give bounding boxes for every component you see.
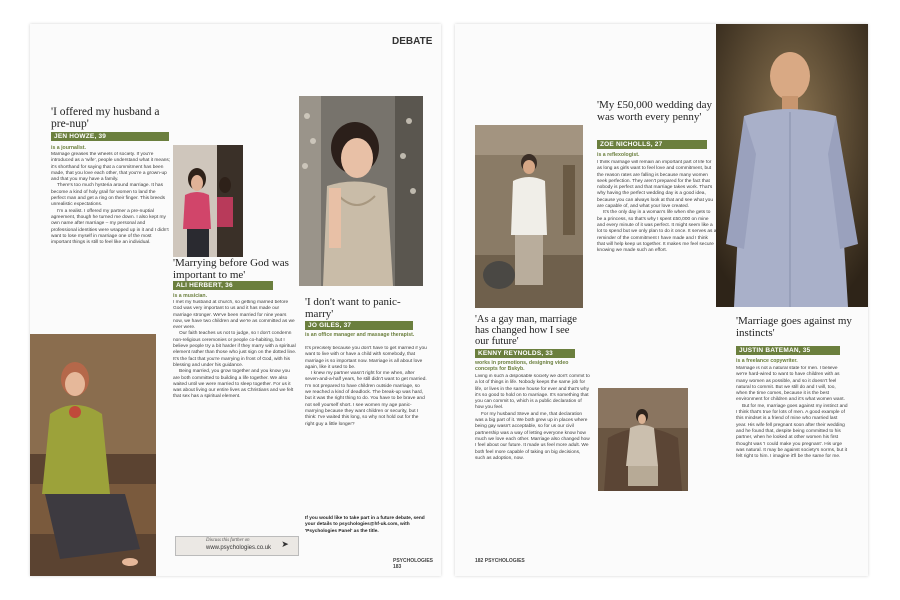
left-page (30, 24, 441, 576)
role-zoe-nicholls: is a reflexologist. (597, 152, 640, 158)
quote-jen-howze: 'I offered my husband a pre-nup' (51, 106, 160, 131)
photo-zoe-nicholls (598, 388, 688, 491)
paragraph: Our faith teaches us not to judge, so I don't condemn non-religious ceremonies or people co-habiting, but I believe people try a bit harder if they marry with a spiritual element rather than those who just sign on the dotted line. It's the fact that you're marrying in front of God, with his blessing and under his guidance. (173, 331, 297, 368)
folio-right: 182 PSYCHOLOGIES (475, 558, 525, 564)
name-band-justin-bateman: JUSTIN BATEMAN, 35 (736, 346, 840, 355)
body-jen-howze (51, 152, 171, 348)
web-caption: Discuss this further on (206, 538, 250, 543)
quote-kenny-reynolds: 'As a gay man, marriage has changed how I see our future' (475, 314, 577, 348)
name-band-ali-herbert: ALI HERBERT, 36 (173, 281, 273, 290)
photo-jo-giles (299, 96, 423, 286)
body-jo-giles (305, 346, 427, 512)
section-label: DEBATE (392, 36, 433, 47)
name-band-kenny-reynolds: KENNY REYNOLDS, 33 (475, 349, 575, 358)
paragraph: There's too much hysteria around marriage. It has become a kind of holy grail for women to land the perfect man and get a ring on their finger. This breeds unrealistic expectations. (51, 183, 166, 208)
role-justin-bateman: is a freelance copywriter. (736, 358, 798, 364)
quote-justin-bateman: 'Marriage goes against my instincts' (736, 315, 852, 339)
body-kenny-reynolds (475, 374, 591, 552)
role-jen-howze: is a journalist. (51, 145, 86, 151)
paragraph: Marriage is not a natural state for men. I believe we're hard-wired to want to have children with as many women as possible, and so it doesn't feel natural to commit. But we still do and I will, too, when the time comes, because it is the best environment for children and it's what women want. (736, 366, 845, 403)
name-band-zoe-nicholls: ZOE NICHOLLS, 27 (597, 140, 707, 149)
web-url[interactable]: www.psychologies.co.uk (206, 545, 272, 551)
quote-jo-giles: 'I don't want to panic-marry' (305, 296, 401, 320)
quote-zoe-nicholls: 'My £50,000 wedding day was worth every penny' (597, 99, 713, 123)
paragraph: Living in such a disposable society we don't commit to a lot of things in life. Nobody keeps the same job for life, or lives in the same house for ever and that's why it's so good to hold on to marriage. It's something that you can commit to, which is a public declaration of how you feel. (475, 374, 590, 411)
photo-kenny-reynolds (475, 125, 583, 308)
promo-text: If you would like to take part in a future debate, send your details to psychologies@hf-uk.com, with 'Psychologies Panel' as the title. (305, 516, 425, 534)
paragraph: It's precisely because you don't have to get married if you want to live with or have a child with somebody, that marriage is so important now. Marriage is all about love again, like it used to be. (305, 346, 427, 370)
cursor-icon: ➤ (281, 539, 289, 549)
paragraph: For my husband Steve and me, that declaration was a big part of it. We both grew up in places where being gay wasn't acceptable, so for us our civil partnership was a way of letting everyone know how much we love each other. Marriage also changed how I feel about our future. It made us feel more adult. We both feel more capable of taking on big decisions, such as adoption, now. (475, 411, 590, 461)
paragraph: But for me, marriage goes against my instinct and I think that's true for lots of men. A good example of this mindset is a friend of mine who married last year. His wife fell pregnant soon after their wedding and he found that, despite being committed to his partner, when he looked at other women his first thought was 'I could make you pregnant'. His urge was natural. It may be against society's norms, but it felt right to him. I imagine it'll be the same for me. (736, 403, 848, 460)
name-band-jo-giles: JO GILES, 37 (305, 321, 413, 330)
body-zoe-nicholls (597, 160, 717, 386)
role-jo-giles: is an office manager and massage therapist. (305, 332, 415, 338)
paragraph: Marriage greases the wheels of society. If you're introduced as a 'wife', people understand what it means; it's shorthand for saying that a commitment has been made, that you love each other, that you're a grown-up and that you may have a family. (51, 152, 171, 183)
photo-ali-herbert (173, 145, 243, 257)
paragraph: I think marriage will remain an important part of life for as long as girls want to feel love and commitment, but the reason rates are falling is because many women seek perfection. They aren't prepared for the fact that nobody is perfect and that marriage takes work. That's why having the perfect wedding day is a good idea, because you can always look at that and see what you are capable of, and what your love created. (597, 160, 713, 210)
body-justin-bateman (736, 366, 848, 566)
name-band-jen-howze: JEN HOWZE, 39 (51, 132, 169, 141)
body-ali-herbert (173, 300, 297, 538)
web-link-box[interactable] (175, 536, 299, 556)
paragraph: I knew my partner wasn't right for me when, after seven-and-a-half years, he still didn't want to get married. I'm not prepared to have children outside marriage, so we reached a kind of deadlock. The break-up was hard, but it was the right thing to do. You have to be brave and not sell yourself short. I see women my age panic-marrying because they want children or security, but I think: I've waited this long, so why not hold out for the right guy a little longer? (305, 371, 427, 427)
paragraph: Being married, you grow together and you know you are both committed to building a life together. We also waited until we were married to sleep together. For us it was about living our entire lives as Christians and we felt that sex has a spiritual element. (173, 369, 294, 400)
paragraph: It's the only day in a woman's life when she gets to be a princess, so that's why I spent £50,000 on mine and every minute of it was perfect. It might seem like a lot to spend but we only plan to do it once. It serves as a reminder of the commitment I have made and I think that will help keep us together. It makes me feel secure knowing we made such an effort. (597, 210, 717, 254)
paragraph: I'm a realist. I offered my partner a pre-nuptial agreement, though he turned me down. I also kept my own name after marriage – my personal and professional identities were wrapped up in it and I didn't want to lose myself in marriage one of the most important things is still to feel like an individual. (51, 208, 169, 246)
role-kenny-reynolds: works in promotions, designing video concepts for Bskyb. (475, 360, 569, 373)
photo-justin-bateman (716, 24, 868, 307)
photo-jen-howze (30, 334, 156, 576)
quote-ali-herbert: 'Marrying before God was important to me' (173, 257, 289, 281)
paragraph: I met my husband at church, so getting married before God was very important to us and it has made our marriage stronger. We've been married for nine years now, we have two children and we're as committed as we ever were. (173, 300, 295, 331)
right-page (455, 24, 868, 576)
folio-left: PSYCHOLOGIES 183 (393, 558, 434, 570)
role-ali-herbert: is a musician. (173, 293, 208, 299)
